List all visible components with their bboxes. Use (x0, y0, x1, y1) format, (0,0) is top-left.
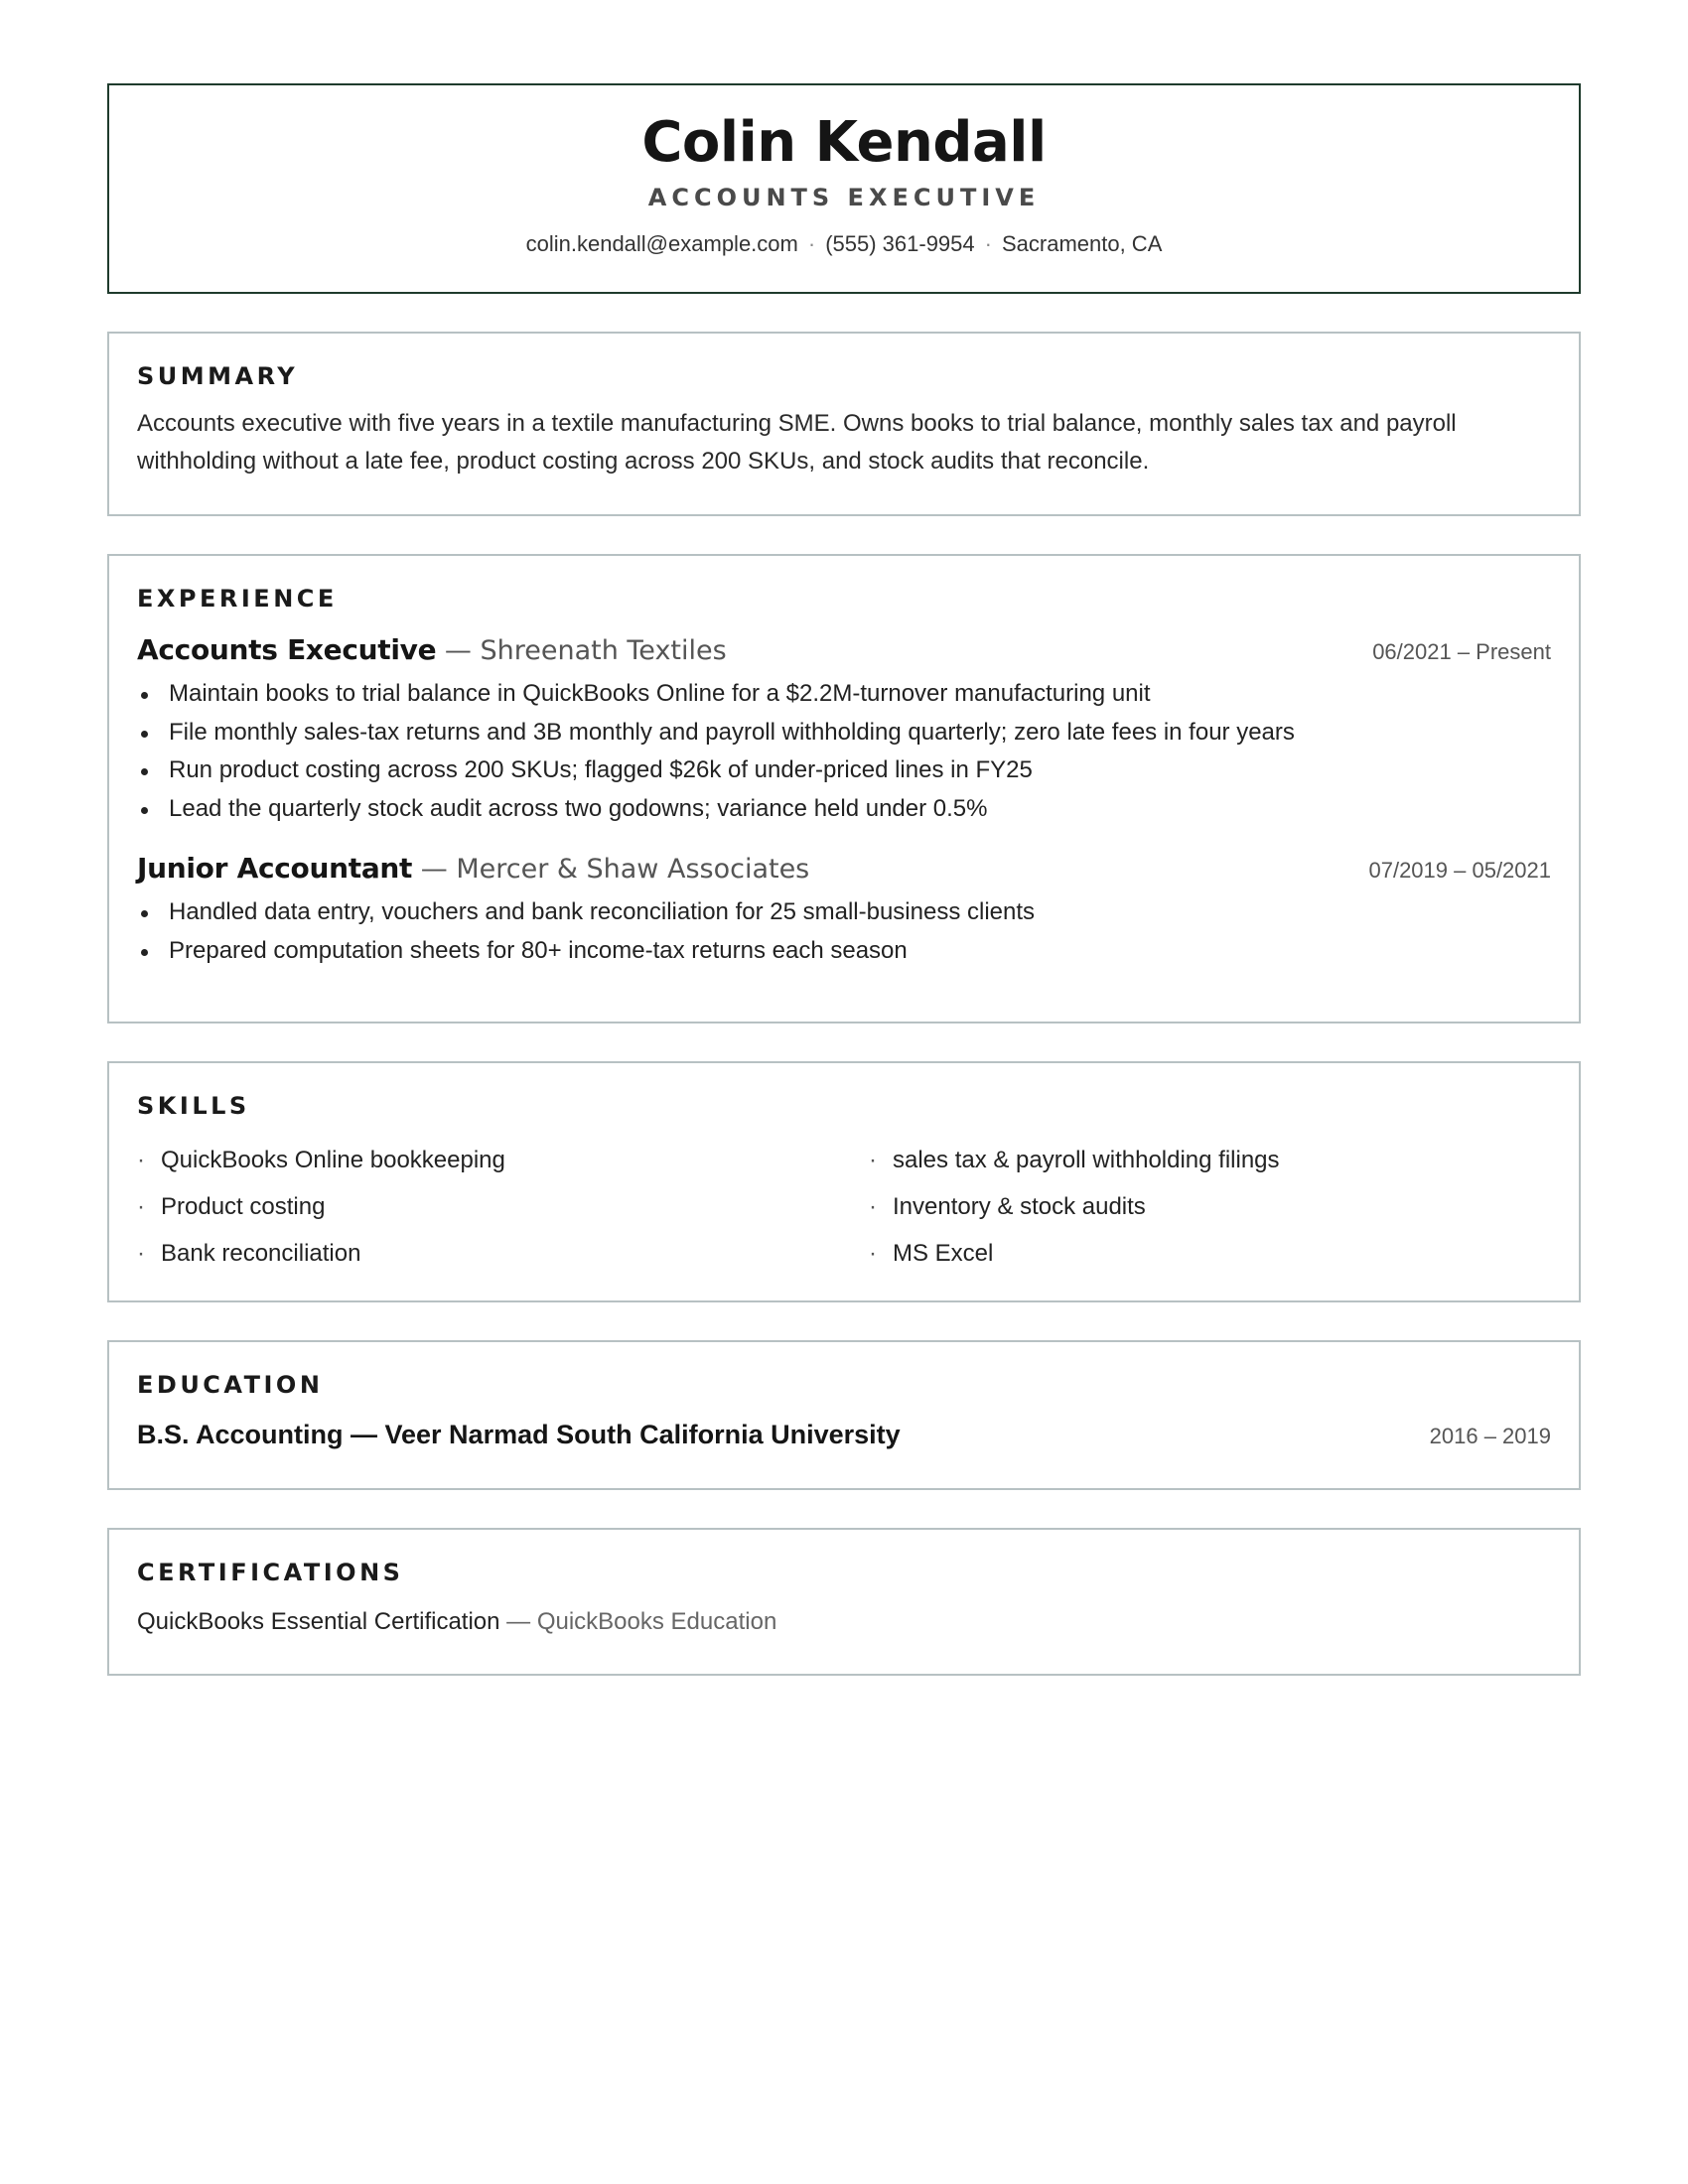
section-title-summary: SUMMARY (137, 362, 299, 390)
certification-name: QuickBooks Essential Certification (137, 1608, 500, 1635)
job-bullet: File monthly sales-tax returns and 3B monthly and payroll withholding quarterly; zero late fees in four years (137, 714, 1551, 752)
job-bullet: Lead the quarterly stock audit across two godowns; variance held under 0.5% (137, 790, 1551, 829)
education-degree: B.S. Accounting — Veer Narmad South California University (137, 1420, 901, 1449)
contact-location: Sacramento, CA (1001, 231, 1163, 256)
job-title: Accounts Executive (137, 633, 437, 666)
education-section (107, 1340, 1581, 1490)
skill-item: · Inventory & stock audits (869, 1183, 1601, 1230)
section-title-certifications: CERTIFICATIONS (137, 1559, 404, 1586)
resume-header (107, 83, 1581, 294)
education-entry (137, 1418, 1551, 1453)
experience-section (107, 554, 1581, 1024)
job-header (137, 852, 1551, 887)
education-dates: 2016 – 2019 (1429, 1424, 1551, 1448)
certification-issuer: — QuickBooks Education (499, 1608, 777, 1635)
job-bullet: Handled data entry, vouchers and bank reconciliation for 25 small-business clients (137, 893, 1551, 932)
job-company: — Mercer & Shaw Associates (412, 854, 810, 885)
summary-text: Accounts executive with five years in a textile manufacturing SME. Owns books to trial balance, monthly sales tax and payroll withholding without a late fee, product costing across 200 SKUs, and stock audits that reconcile. (137, 410, 1457, 475)
job-entry (137, 633, 1551, 828)
contact-line (137, 230, 1551, 258)
job-bullets (137, 893, 1551, 970)
job-bullet: Maintain books to trial balance in QuickBooks Online for a $2.2M-turnover manufacturing unit (137, 675, 1551, 714)
contact-email[interactable]: colin.kendall@example.com (525, 231, 798, 256)
section-title-skills: SKILLS (137, 1092, 250, 1120)
skill-item: · MS Excel (869, 1230, 1601, 1277)
candidate-role: ACCOUNTS EXECUTIVE (647, 184, 1041, 211)
job-bullets (137, 675, 1551, 828)
contact-phone[interactable]: (555) 361-9954 (825, 231, 975, 256)
certifications-section (107, 1528, 1581, 1676)
skill-item: · Bank reconciliation (137, 1230, 869, 1277)
job-entry (137, 852, 1551, 970)
job-title: Junior Accountant (137, 852, 413, 885)
skills-grid (137, 1137, 1551, 1277)
job-header (137, 633, 1551, 669)
skill-item: · Product costing (137, 1183, 869, 1230)
job-dates: 06/2021 – Present (1372, 639, 1551, 664)
job-company: — Shreenath Textiles (436, 635, 727, 666)
skill-item: · sales tax & payroll withholding filings (869, 1137, 1601, 1183)
skills-section (107, 1061, 1581, 1302)
section-title-experience: EXPERIENCE (137, 585, 338, 613)
job-bullet: Run product costing across 200 SKUs; flagged $26k of under-priced lines in FY25 (137, 751, 1551, 790)
section-title-education: EDUCATION (137, 1371, 324, 1399)
contact-separator: · (807, 231, 816, 256)
skill-item: · QuickBooks Online bookkeeping (137, 1137, 869, 1183)
summary-section (107, 332, 1581, 516)
contact-separator: · (984, 231, 992, 256)
candidate-name: Colin Kendall (641, 110, 1047, 175)
job-bullet: Prepared computation sheets for 80+ income-tax returns each season (137, 932, 1551, 971)
certification-entry (137, 1605, 1551, 1639)
job-dates: 07/2019 – 05/2021 (1368, 858, 1551, 883)
